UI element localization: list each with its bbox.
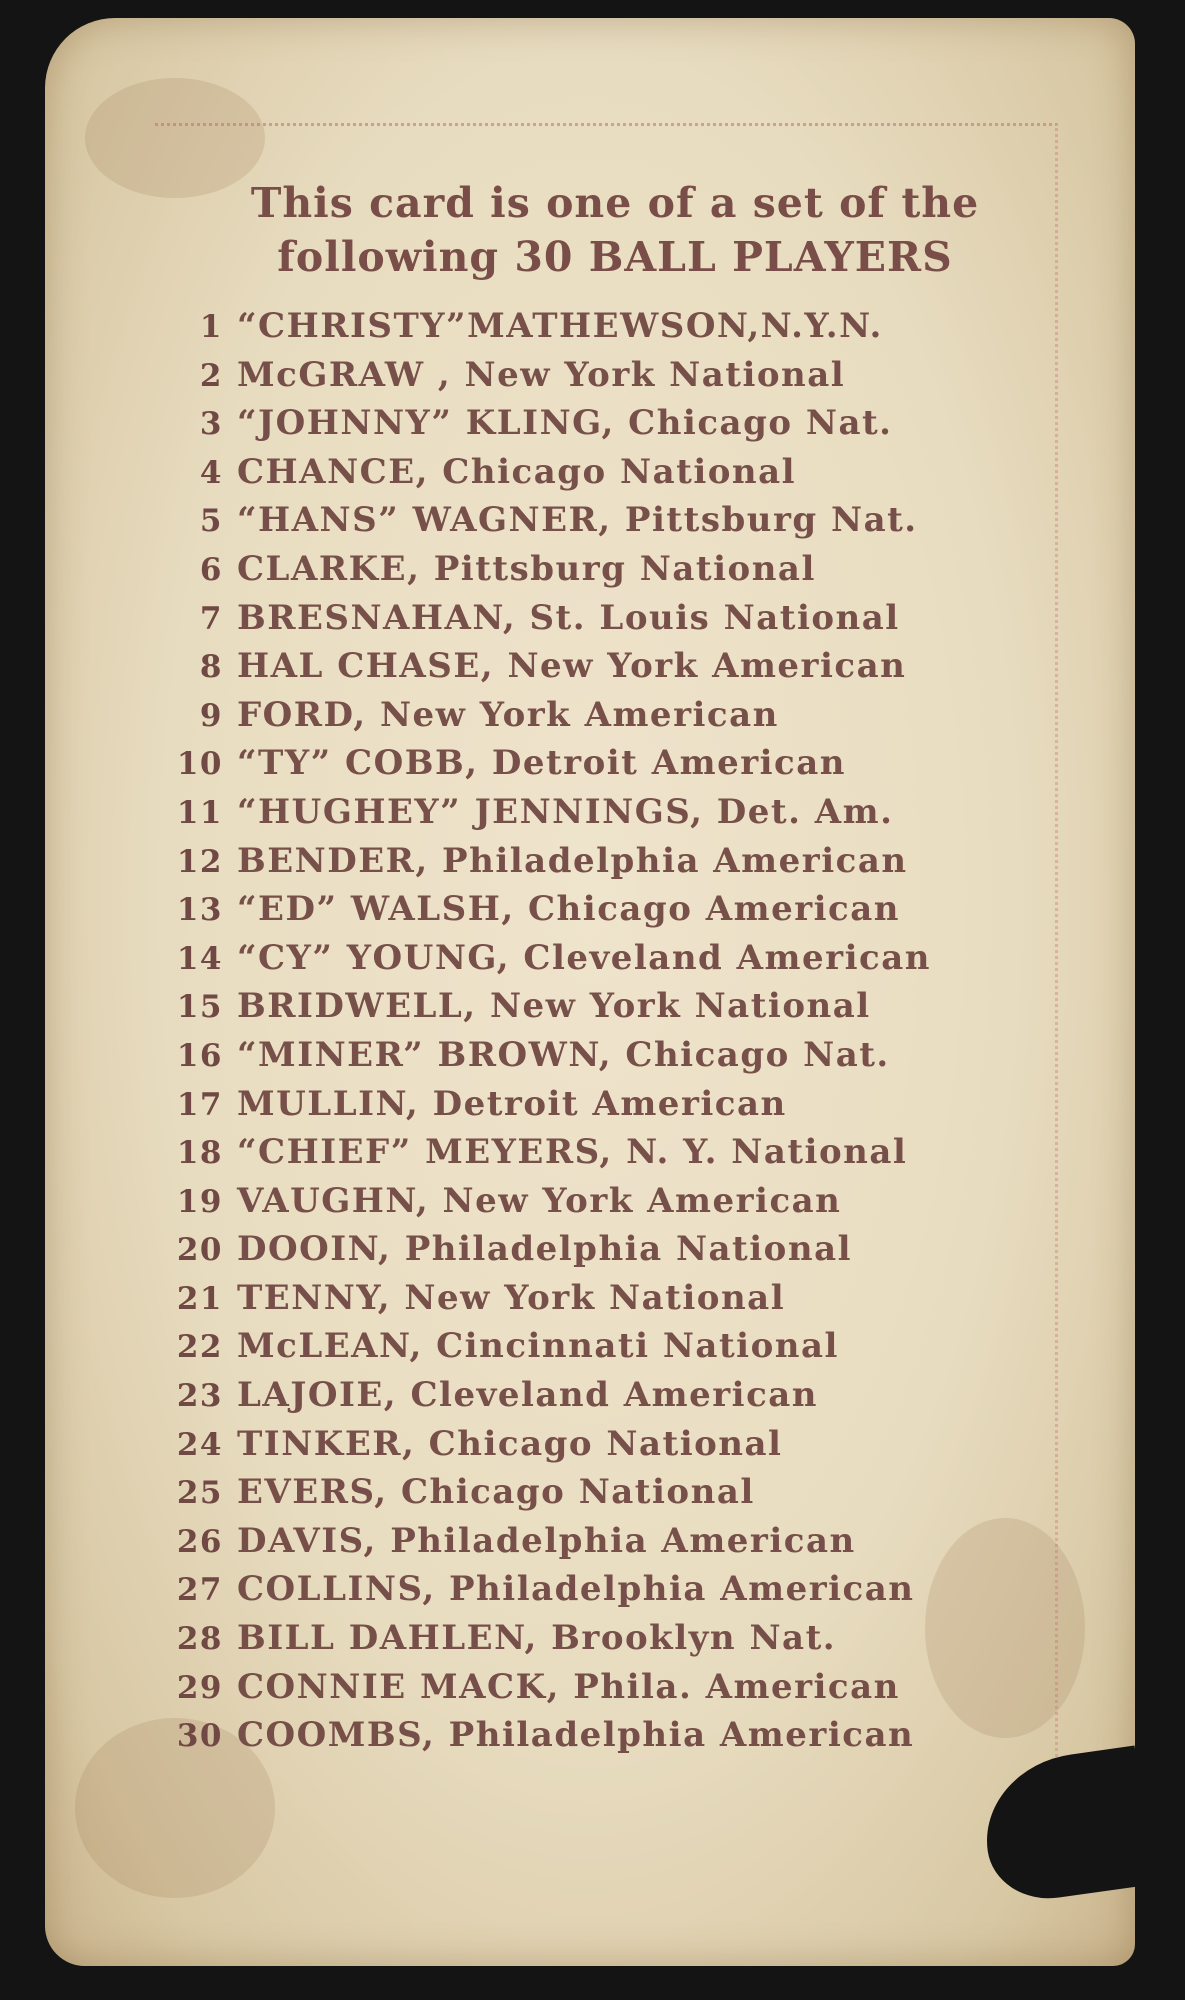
player-entry: CLARKE, Pittsburg National — [237, 548, 816, 589]
player-entry: “TY” COBB, Detroit American — [237, 743, 846, 784]
player-number: 5 — [199, 503, 223, 540]
player-entry: CONNIE MACK, Phila. American — [237, 1666, 900, 1707]
player-entry: “CY” YOUNG, Cleveland American — [237, 937, 931, 978]
list-item — [163, 841, 1123, 890]
player-entry: “HANS” WAGNER, Pittsburg Nat. — [237, 500, 918, 541]
player-entry: “HUGHEY” JENNINGS, Det. Am. — [237, 791, 894, 832]
player-entry: HAL CHASE, New York American — [237, 646, 907, 687]
player-list — [163, 306, 1123, 1764]
list-item — [163, 695, 1123, 744]
list-item — [163, 646, 1123, 695]
player-entry: McGRAW , New York National — [237, 354, 846, 395]
list-item — [163, 743, 1123, 792]
header-line-1: This card is one of a set of the — [250, 179, 980, 227]
player-number: 23 — [176, 1378, 223, 1415]
list-item — [163, 938, 1123, 987]
player-number: 8 — [199, 649, 223, 686]
player-number: 13 — [176, 892, 223, 929]
player-number: 10 — [176, 746, 223, 783]
list-item — [163, 792, 1123, 841]
header-line-2: following 30 BALL PLAYERS — [277, 233, 953, 281]
player-number: 29 — [176, 1669, 223, 1706]
player-number: 19 — [176, 1183, 223, 1220]
player-number: 3 — [199, 406, 223, 443]
player-number: 16 — [176, 1037, 223, 1074]
player-entry: BRESNAHAN, St. Louis National — [237, 597, 900, 638]
player-number: 11 — [176, 794, 223, 831]
player-entry: DAVIS, Philadelphia American — [237, 1520, 856, 1561]
player-number: 18 — [176, 1135, 223, 1172]
player-number: 17 — [176, 1086, 223, 1123]
player-entry: BENDER, Philadelphia American — [237, 840, 908, 881]
player-entry: “MINER” BROWN, Chicago Nat. — [237, 1034, 890, 1075]
list-item — [163, 1181, 1123, 1230]
list-item — [163, 306, 1123, 355]
player-number: 14 — [176, 940, 223, 977]
player-entry: COOMBS, Philadelphia American — [237, 1715, 915, 1756]
list-item — [163, 889, 1123, 938]
card-header — [165, 176, 1065, 284]
list-item — [163, 403, 1123, 452]
player-entry: McLEAN, Cincinnati National — [237, 1326, 839, 1367]
list-item — [163, 1278, 1123, 1327]
list-item — [163, 1667, 1123, 1716]
player-number: 22 — [176, 1329, 223, 1366]
list-item — [163, 500, 1123, 549]
player-number: 9 — [199, 697, 223, 734]
player-entry: DOOIN, Philadelphia National — [237, 1229, 853, 1270]
list-item — [163, 1084, 1123, 1133]
list-item — [163, 1472, 1123, 1521]
player-number: 27 — [176, 1572, 223, 1609]
player-entry: BRIDWELL, New York National — [237, 986, 871, 1027]
player-entry: MULLIN, Detroit American — [237, 1083, 787, 1124]
player-entry: TINKER, Chicago National — [237, 1423, 783, 1464]
player-number: 1 — [199, 309, 223, 345]
player-entry: VAUGHN, New York American — [237, 1180, 842, 1221]
player-number: 28 — [176, 1621, 223, 1658]
list-item — [163, 1326, 1123, 1375]
player-number: 24 — [176, 1426, 223, 1463]
list-item — [163, 549, 1123, 598]
player-number: 12 — [176, 843, 223, 880]
list-item — [163, 1229, 1123, 1278]
list-item — [163, 355, 1123, 404]
player-number: 4 — [199, 454, 223, 491]
player-number: 30 — [176, 1718, 223, 1755]
list-item — [163, 1375, 1123, 1424]
player-number: 7 — [199, 600, 223, 637]
baseball-card-back — [45, 18, 1135, 1966]
player-number: 21 — [176, 1280, 223, 1317]
player-entry: “JOHNNY” KLING, Chicago Nat. — [237, 403, 893, 444]
player-entry: EVERS, Chicago National — [237, 1472, 755, 1513]
player-entry: COLLINS, Philadelphia American — [237, 1569, 915, 1610]
player-entry: LAJOIE, Cleveland American — [237, 1375, 819, 1416]
list-item — [163, 1424, 1123, 1473]
player-number: 25 — [176, 1475, 223, 1512]
player-number: 26 — [176, 1523, 223, 1560]
player-number: 20 — [176, 1232, 223, 1269]
player-number: 2 — [199, 357, 223, 394]
list-item — [163, 986, 1123, 1035]
list-item — [163, 452, 1123, 501]
list-item — [163, 1035, 1123, 1084]
player-entry: “ED” WALSH, Chicago American — [237, 889, 900, 930]
player-number: 6 — [199, 551, 223, 588]
list-item — [163, 1715, 1123, 1764]
list-item — [163, 1521, 1123, 1570]
list-item — [163, 598, 1123, 647]
list-item — [163, 1569, 1123, 1618]
player-entry: CHANCE, Chicago National — [237, 451, 797, 492]
player-entry: “CHRISTY”MATHEWSON,N.Y.N. — [237, 306, 883, 346]
list-item — [163, 1132, 1123, 1181]
player-entry: BILL DAHLEN, Brooklyn Nat. — [237, 1618, 837, 1659]
list-item — [163, 1618, 1123, 1667]
player-entry: “CHIEF” MEYERS, N. Y. National — [237, 1132, 908, 1173]
player-entry: FORD, New York American — [237, 694, 779, 735]
player-number: 15 — [176, 989, 223, 1026]
player-entry: TENNY, New York National — [237, 1277, 786, 1318]
